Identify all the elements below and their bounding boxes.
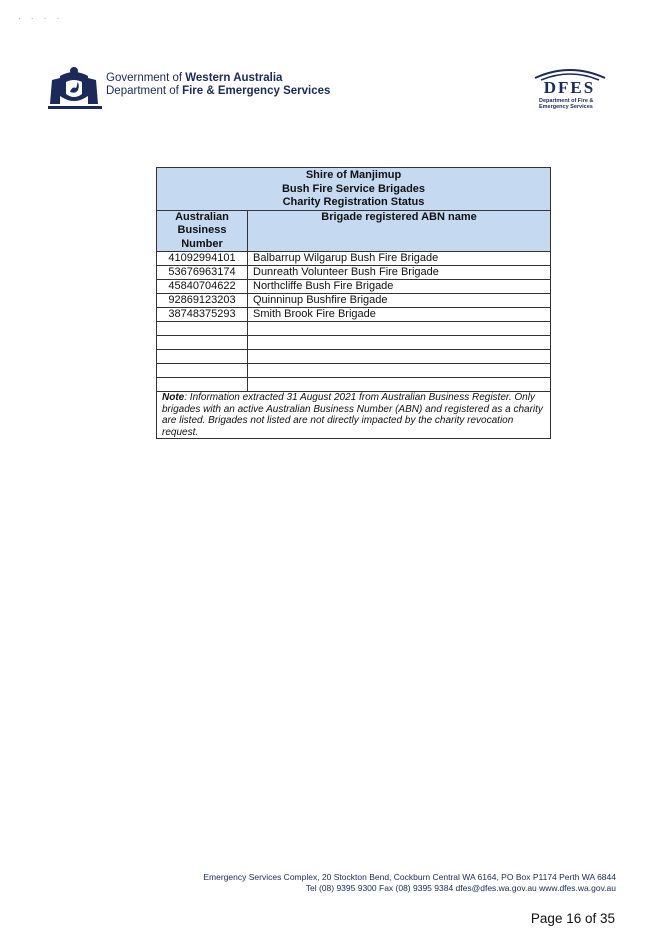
brigade-table [156, 167, 551, 439]
abn-cell: 38748375293 [157, 308, 248, 322]
footer-address: Emergency Services Complex, 20 Stockton Bend, Cockburn Central WA 6164, PO Box P1174 Perth WA 6844 [203, 872, 616, 882]
table-row [157, 280, 551, 294]
wa-government-crest-icon [44, 66, 104, 112]
name-cell: Balbarrup Wilgarup Bush Fire Brigade [248, 252, 551, 266]
name-cell: Northcliffe Bush Fire Brigade [248, 280, 551, 294]
column-header-abn: Australian Business Number [157, 210, 248, 252]
dfes-wordmark: DFES [543, 78, 596, 97]
name-cell: Dunreath Volunteer Bush Fire Brigade [248, 266, 551, 280]
gov-line: Government of Western Australia [106, 72, 283, 84]
note-label: Note [162, 392, 185, 403]
empty-row [157, 336, 551, 350]
scan-marks: · · · · [18, 14, 64, 23]
page-number: Page 16 of 35 [530, 911, 615, 926]
table-row [157, 252, 551, 266]
table-note [157, 392, 551, 439]
column-header-name: Brigade registered ABN name [248, 210, 551, 252]
abn-cell: 53676963174 [157, 266, 248, 280]
table-header-row [157, 210, 551, 252]
note-row [157, 392, 551, 439]
table-title-row [157, 168, 551, 211]
empty-row [157, 350, 551, 364]
government-name [106, 72, 330, 98]
empty-row [157, 378, 551, 392]
footer-contact: Tel (08) 9395 9300 Fax (08) 9395 9384 dfes@dfes.wa.gov.au www.dfes.wa.gov.au [305, 883, 616, 893]
table-title: Shire of Manjimup Bush Fire Service Brigades Charity Registration Status [157, 168, 551, 211]
table-row [157, 266, 551, 280]
abn-cell: 92869123203 [157, 294, 248, 308]
abn-cell: 45840704622 [157, 280, 248, 294]
note-text: : Information extracted 31 August 2021 from Australian Business Register. Only brigades with an active Australian Business Number (ABN) and registered as a charity are listed. Brigades not listed are not directly impacted by the charity revocation request. [162, 392, 543, 438]
name-cell: Quinninup Bushfire Brigade [248, 294, 551, 308]
footer [203, 872, 616, 894]
dfes-subtitle: Department of Fire & Emergency Services [539, 98, 594, 110]
dept-line: Department of Fire & Emergency Services [106, 85, 331, 97]
empty-row [157, 322, 551, 336]
dfes-logo [527, 64, 612, 114]
name-cell: Smith Brook Fire Brigade [248, 308, 551, 322]
table-row [157, 308, 551, 322]
empty-row [157, 364, 551, 378]
table-row [157, 294, 551, 308]
abn-cell: 41092994101 [157, 252, 248, 266]
